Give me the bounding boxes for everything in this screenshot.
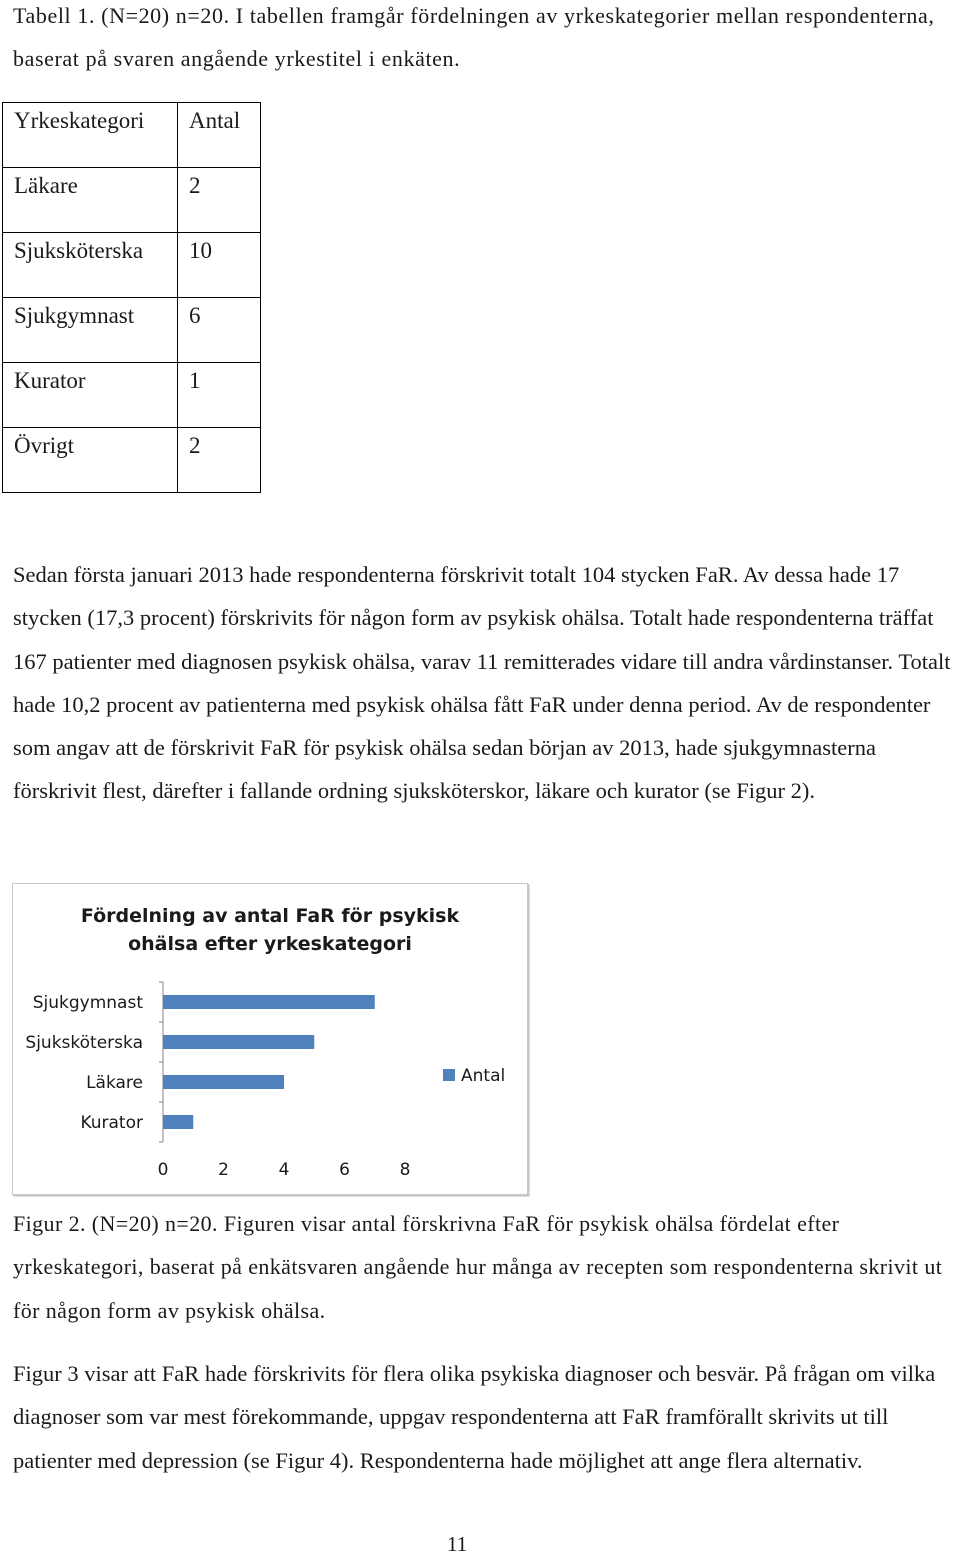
category-label: Sjukgymnast xyxy=(32,993,143,1013)
table-row xyxy=(3,298,261,363)
body-paragraph-1: Sedan första januari 2013 hade respondenterna förskrivit totalt 104 stycken FaR. Av dessa hade 17 stycken (17,3 procent) förskrivits för någon form av psykisk ohälsa. Totalt hade respondenterna träffat 167 patienter med diagnosen psykisk ohälsa, varav 11 remitterades vidare till andra vårdinstanser. Totalt hade 10,2 procent av patienterna med psykisk ohälsa fått FaR under denna period. Av de respondenter som angav att de förskrivit FaR för psykisk ohälsa sedan början av 2013, hade sjukgymnasterna förskrivit flest, därefter i fallande ordning sjuksköterskor, läkare och kurator (se Figur 2). xyxy=(13,562,951,804)
bar xyxy=(163,1115,193,1129)
table-header-cell: Antal xyxy=(178,103,261,168)
table-row xyxy=(3,363,261,428)
table-header-row xyxy=(3,103,261,168)
table-row xyxy=(3,233,261,298)
occupation-table xyxy=(2,102,261,493)
table-cell: 6 xyxy=(178,298,261,363)
table-cell: Läkare xyxy=(3,168,178,233)
bar xyxy=(163,1035,314,1049)
x-tick-label: 8 xyxy=(399,1160,411,1180)
table-cell: Sjukgymnast xyxy=(3,298,178,363)
table-row xyxy=(3,428,261,493)
table-row xyxy=(3,168,261,233)
body-paragraph-2: Figur 3 visar att FaR hade förskrivits för flera olika psykiska diagnoser och besvär. På frågan om vilka diagnoser som var mest förekommande, uppgav respondenterna att FaR framförallt skrivits ut till patienter med depression (se Figur 4). Respondenterna hade möjlighet att ange flera alternativ. xyxy=(13,1361,936,1473)
table-cell: Sjuksköterska xyxy=(3,233,178,298)
table-cell: 2 xyxy=(178,168,261,233)
x-tick-label: 4 xyxy=(278,1160,290,1180)
table-cell: Kurator xyxy=(3,363,178,428)
bar-chart xyxy=(12,883,528,1195)
legend-label: Antal xyxy=(461,1066,506,1086)
chart-title-line: Fördelning av antal FaR för psykisk xyxy=(80,905,460,927)
table-cell: 10 xyxy=(178,233,261,298)
bar xyxy=(163,995,375,1009)
chart-title-line: ohälsa efter yrkeskategori xyxy=(128,933,412,955)
category-label: Sjuksköterska xyxy=(25,1033,143,1053)
figure-caption: Figur 2. (N=20) n=20. Figuren visar antal förskrivna FaR för psykisk ohälsa fördelat efter yrkeskategori, baserat på enkätsvaren angående hur många av recepten som respondenterna skrivit ut för någon form av psykisk ohälsa. xyxy=(13,1211,943,1323)
bar xyxy=(163,1075,284,1089)
table-cell: 2 xyxy=(178,428,261,493)
category-label: Läkare xyxy=(86,1073,143,1093)
x-tick-label: 0 xyxy=(157,1160,169,1180)
page-number: 11 xyxy=(447,1532,468,1556)
table-caption: Tabell 1. (N=20) n=20. I tabellen framgår fördelningen av yrkeskategorier mellan respondenterna, baserat på svaren angående yrkestitel i enkäten. xyxy=(13,3,935,71)
category-label: Kurator xyxy=(80,1113,143,1133)
legend-swatch xyxy=(443,1069,455,1081)
x-tick-label: 6 xyxy=(339,1160,350,1180)
x-tick-label: 2 xyxy=(218,1160,229,1180)
table-cell: 1 xyxy=(178,363,261,428)
table-cell: Övrigt xyxy=(3,428,178,493)
table-header-cell: Yrkeskategori xyxy=(3,103,178,168)
chart-canvas xyxy=(13,884,527,1194)
